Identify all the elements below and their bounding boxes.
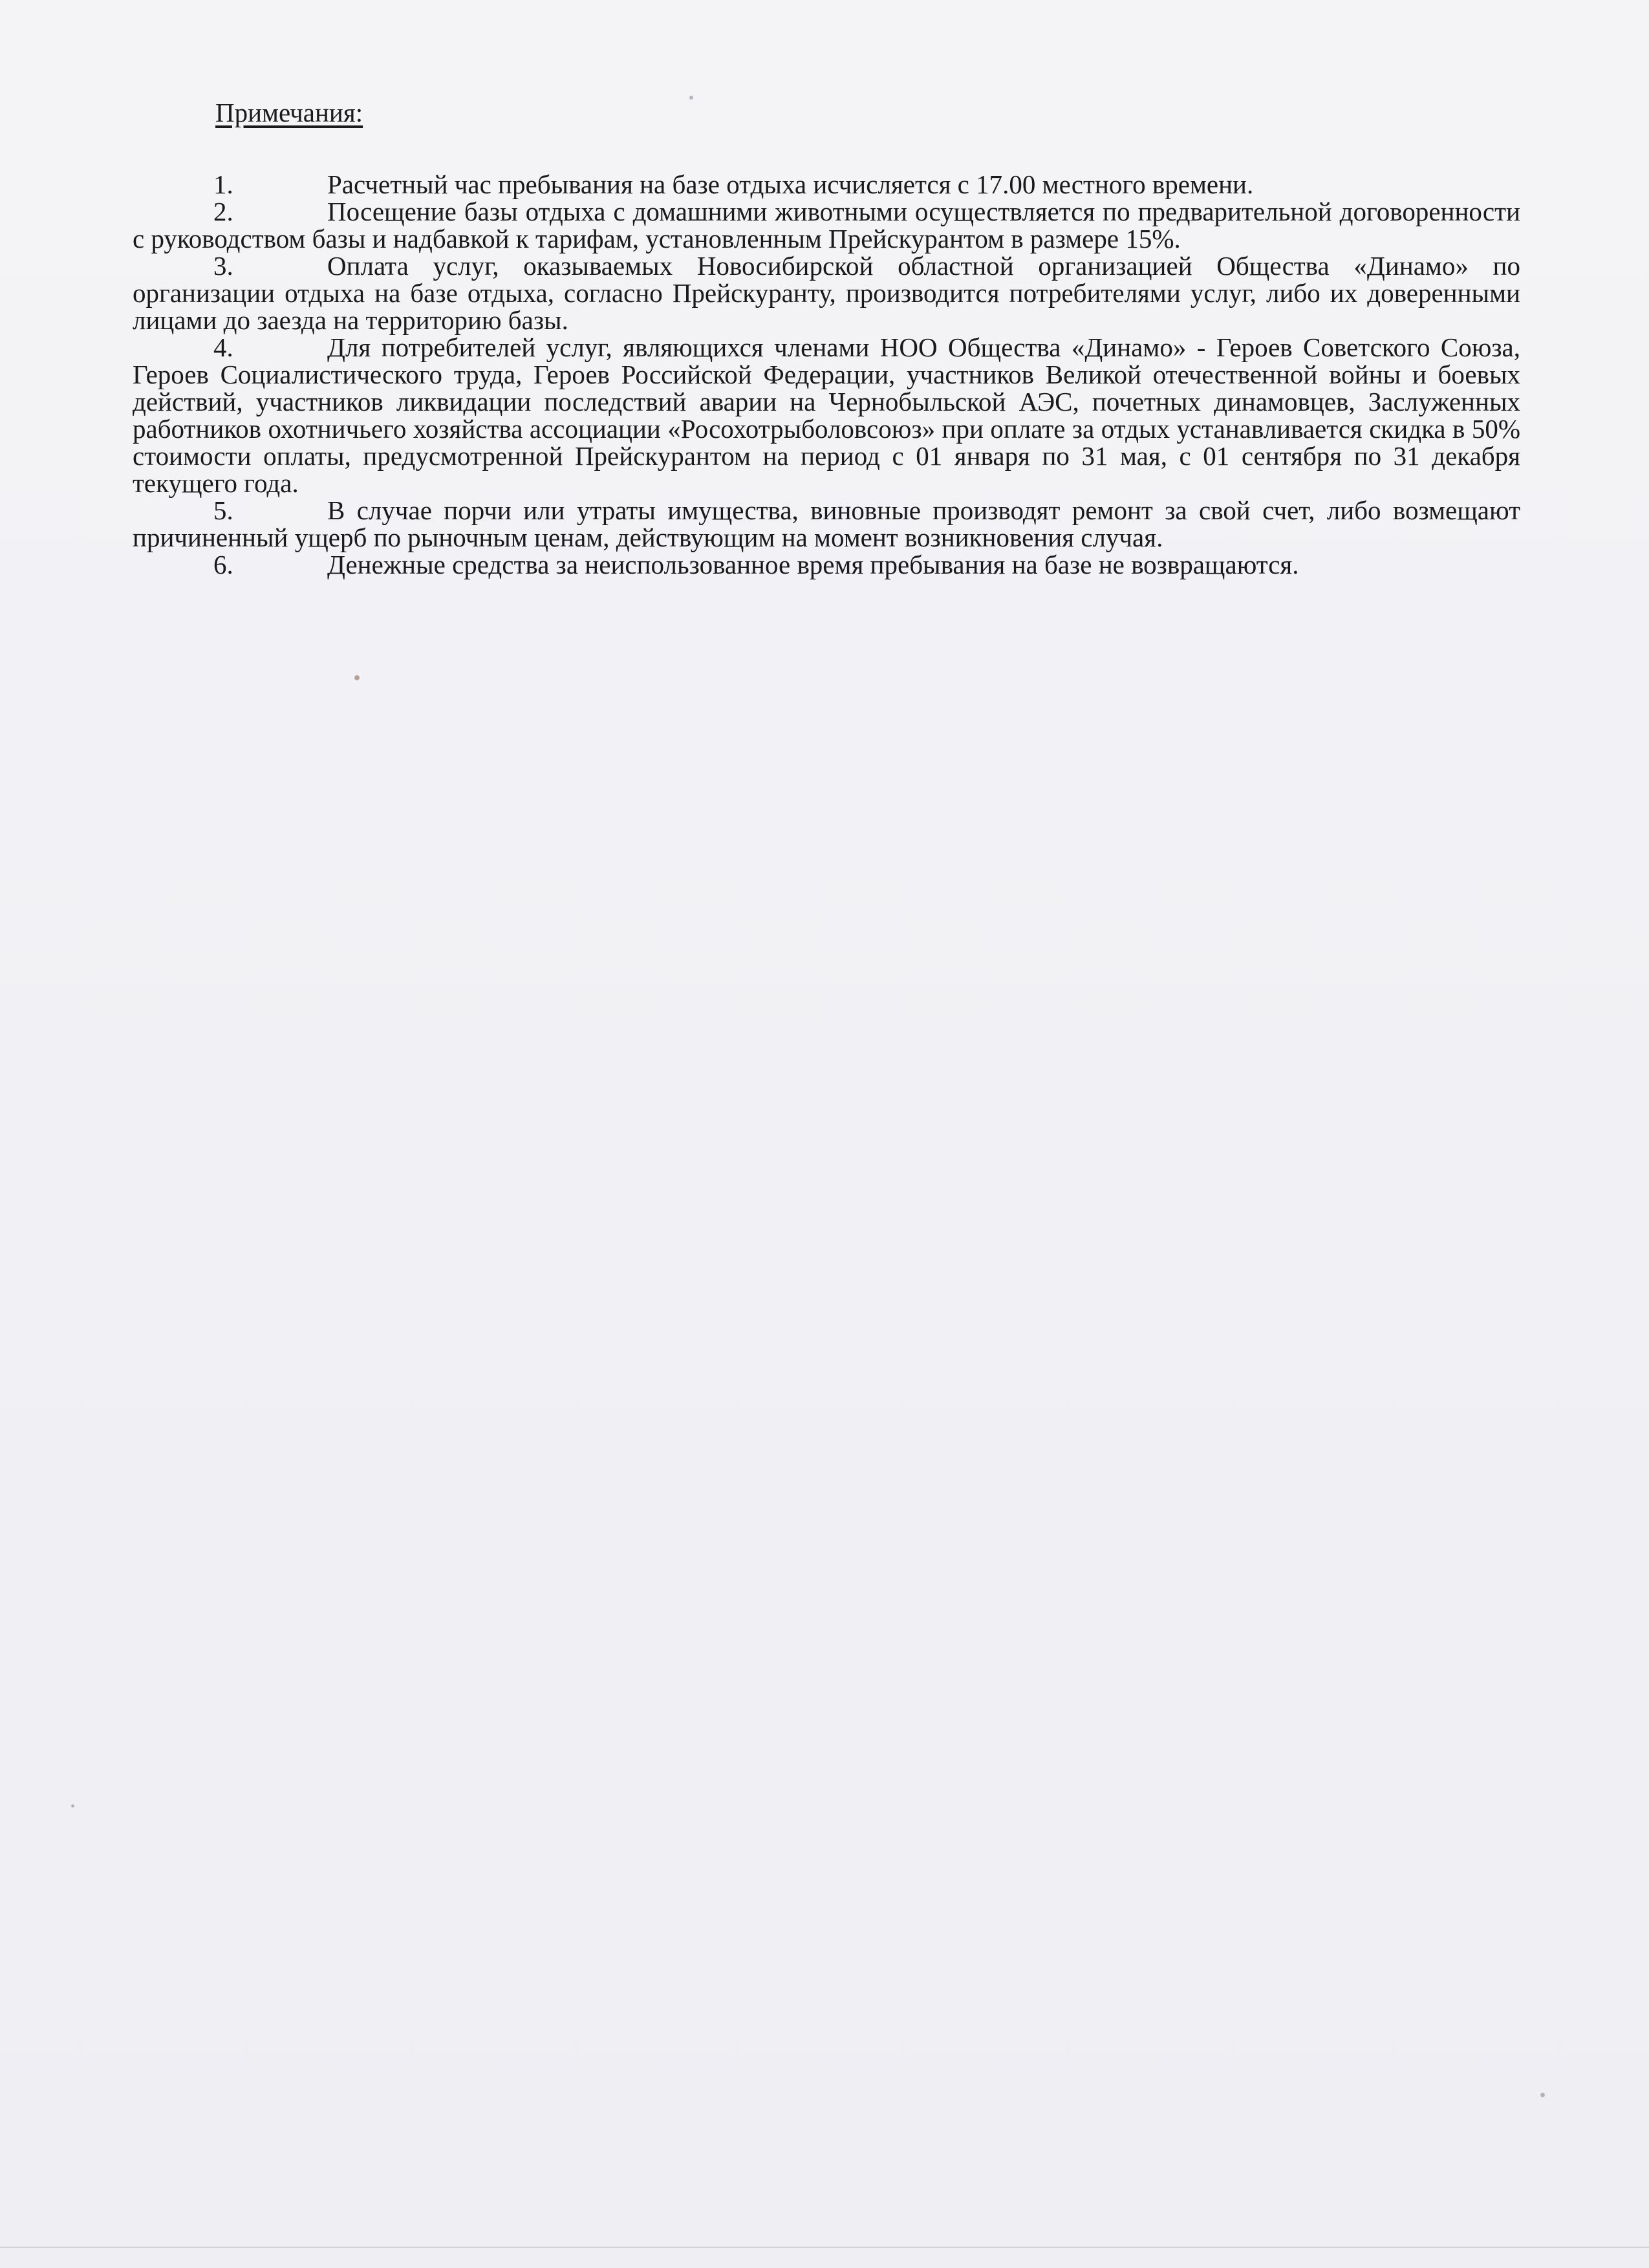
note-number: 4. [213,332,233,362]
note-item [133,497,1520,551]
note-text: Для потребителей услуг, являющихся членами НОО Общества «Динамо» - Героев Советского Союза, Героев Социалистического труда, Героев Российской Федерации, участников Великой отечественной войны и боевых действий, участников ликвидации последствий аварии на Чернобыльской АЭС, почетных динамовцев, Заслуженных работников охотничьего хозяйства ассоциации «Росохотрыболовсоюз» при оплате за отдых устанавливается скидка в 50% стоимости оплаты, предусмотренной Прейскурантом на период с 01 января по 31 мая, с 01 сентября по 31 декабря текущего года. [133,332,1520,498]
note-number: 3. [213,251,233,281]
page-edge-line [0,2247,1649,2248]
note-item [133,551,1520,578]
note-text: Расчетный час пребывания на базе отдыха исчисляется с 17.00 местного времени. [327,169,1254,199]
note-number: 2. [213,197,233,226]
note-number: 5. [213,495,233,525]
note-item [133,252,1520,334]
note-item [133,171,1520,198]
note-text: Посещение базы отдыха с домашними животными осуществляется по предварительной договоренности с руководством базы и надбавкой к тарифам, установленным Прейскурантом в размере 15%. [133,197,1520,254]
note-text: Оплата услуг, оказываемых Новосибирской областной организацией Общества «Динамо» по организации отдыха на базе отдыха, согласно Прейскуранту, производится потребителями услуг, либо их доверенными лицами до заезда на территорию базы. [133,251,1520,335]
note-text: В случае порчи или утраты имущества, виновные производят ремонт за свой счет, либо возмещают причиненный ущерб по рыночным ценам, действующим на момент возникновения случая. [133,495,1520,552]
note-text: Денежные средства за неиспользованное время пребывания на базе не возвращаются. [327,550,1299,579]
scan-speck [354,675,360,680]
note-item [133,198,1520,252]
scan-speck [1540,2093,1545,2097]
note-number: 6. [213,550,233,579]
note-number: 1. [213,169,233,199]
notes-section [133,97,1520,578]
notes-heading: Примечания: [215,98,363,127]
scan-speck [71,1804,74,1808]
note-item [133,334,1520,497]
